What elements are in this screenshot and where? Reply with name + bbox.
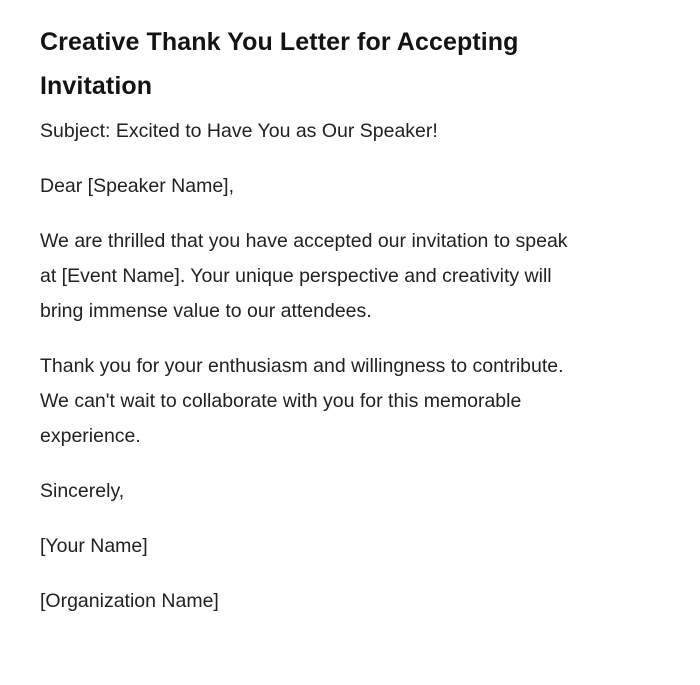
letter-page [0,20,700,685]
closing: Sincerely, [40,480,125,502]
paragraph-2-line-1: Thank you for your enthusiasm and willingness to contribute. [40,355,564,377]
paragraph-2-line-2: We can't wait to collaborate with you for this memorable [40,390,522,412]
salutation: Dear [Speaker Name], [40,175,235,197]
paragraph-2-line-3: experience. [40,425,141,447]
page-title-line-2: Invitation [40,72,153,100]
paragraph-2 [40,349,660,454]
paragraph-1-line-2: at [Event Name]. Your unique perspective and creativity will [40,265,552,287]
signature-name: [Your Name] [40,535,148,557]
subject-line: Subject: Excited to Have You as Our Speaker! [40,120,438,142]
paragraph-1-line-3: bring immense value to our attendees. [40,300,372,322]
paragraph-1 [40,224,660,329]
paragraph-1-line-1: We are thrilled that you have accepted our invitation to speak [40,230,568,252]
page-title-line-1: Creative Thank You Letter for Accepting [40,28,519,56]
signature-organization: [Organization Name] [40,590,219,612]
page-title [40,20,660,108]
